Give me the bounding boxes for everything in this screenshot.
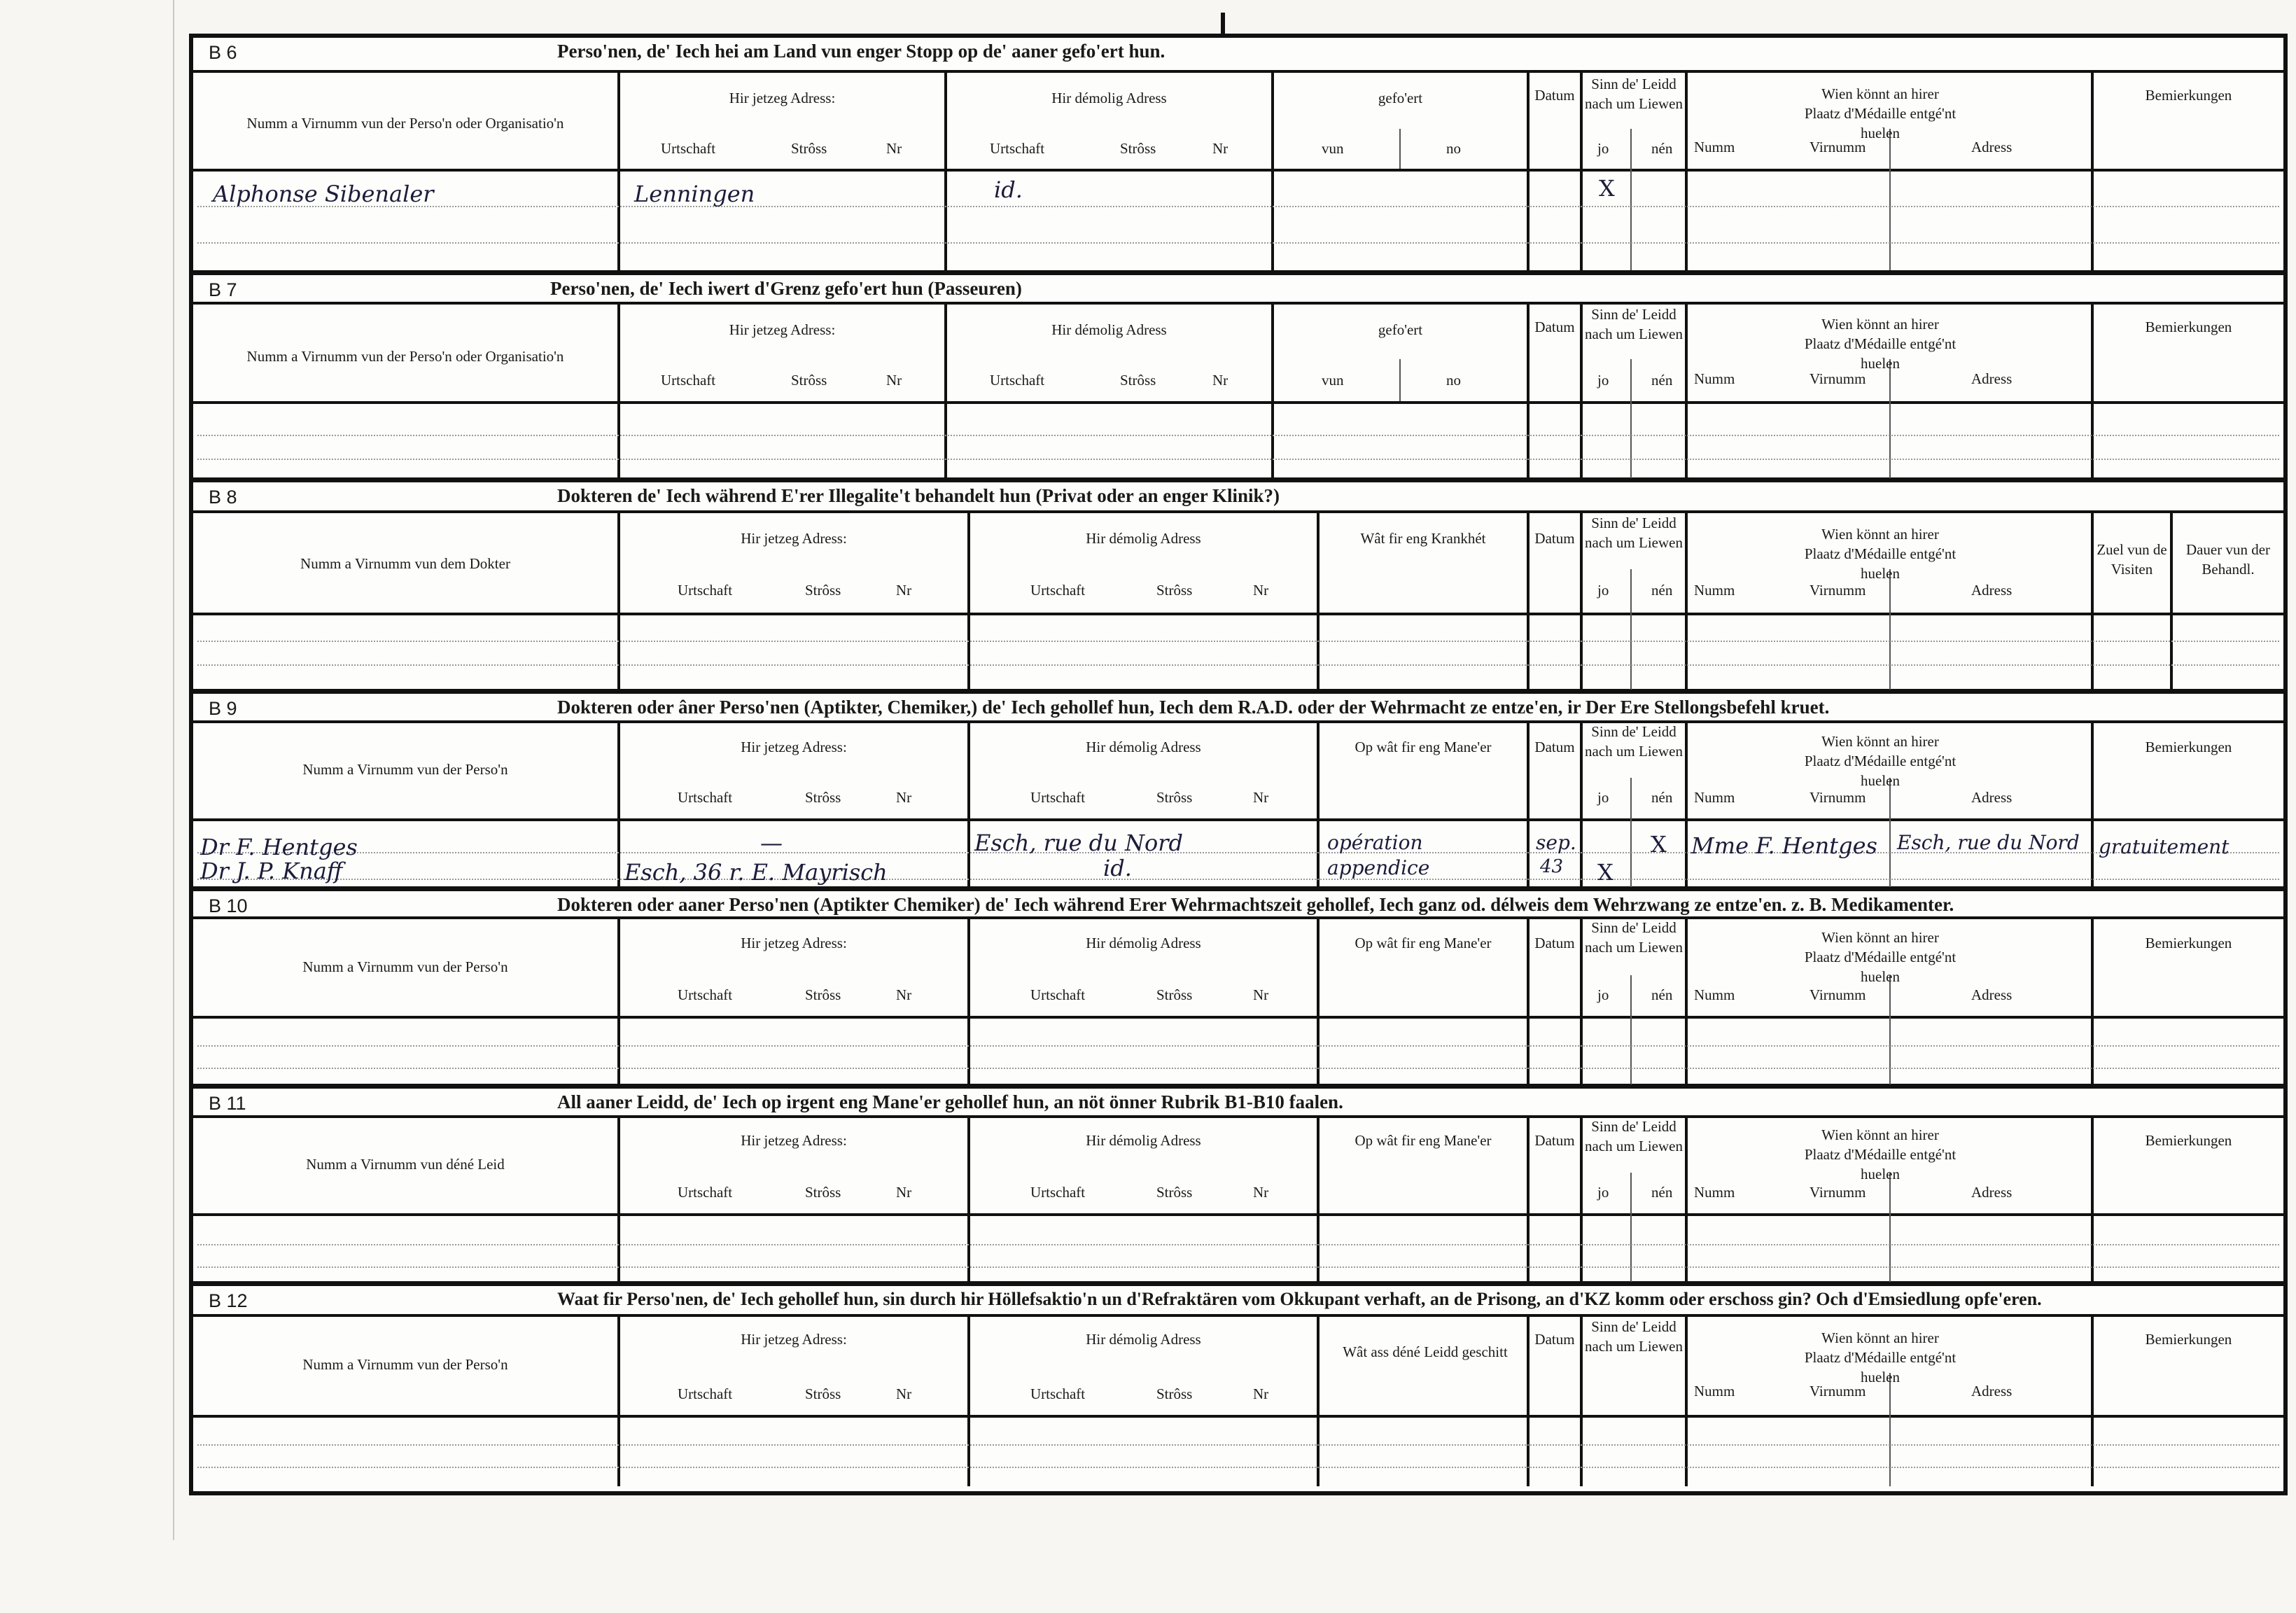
handwritten-manner-1: opération: [1327, 831, 1423, 854]
section-id: B 6: [209, 42, 237, 63]
fold-line: [173, 0, 174, 1540]
visits-header: Zuel vun de Visiten: [2096, 541, 2167, 578]
section-title: Waat fir Perso'nen, de' Iech gehollef hun, sin durch hir Höllefsaktio'n un d'Refraktären vom Okkupant verhaft, an de Prisong, an d'KZ komm oder erschoss gin? Och d'Emsiedlung opfe'eren.: [557, 1289, 2042, 1309]
col-name-header: Numm a Virnumm vun der Perso'n: [302, 958, 508, 975]
remarks-header: Bemierkungen: [2145, 87, 2232, 104]
medal-header: Wien könnt an hirer Plaatz d'Médaille entgé'nt huelen: [1804, 85, 1956, 141]
handwritten-alive-nen: X: [1651, 831, 1667, 858]
section-title: Dokteren de' Iech während E'rer Illegalite't behandelt hun (Privat oder an enger Klinik?): [557, 485, 1280, 506]
alive-header: Sinn de' Leidd nach um Liewen: [1585, 76, 1683, 112]
handwritten-former: id.: [994, 176, 1023, 203]
col-name-header: Numm a Virnumm vun der Perso'n oder Organisatio'n: [246, 348, 564, 365]
col-name-header: Numm a Virnumm vun der Perso'n: [302, 1356, 508, 1373]
handwritten-date-1: sep.: [1536, 831, 1576, 854]
section-b10: B 10 Dokteren oder aaner Perso'nen (Aptikter Chemiker) de' Iech während Erer Wehrmachtszeit gehollef, Iech ganz od. délweis dem Wehrzwang ze entze'en. z. B. Medikamenter. Numm a Virnumm vun der Perso'n Hir jetzeg Adress: Urtschaft Strôss Nr Hir démolig Adress Urtschaft Strôss Nr Op wât fir eng Mane'er Datum Sinn de' Leidd nach um Liewen jo nén Wien könnt an hirer Plaatz d'Médaille entgé'nt huelen Numm Virnumm Adress Bemierkungen: [193, 891, 2283, 1089]
section-title: Perso'nen, de' Iech iwert d'Grenz gefo'ert hun (Passeuren): [550, 278, 1022, 299]
section-b12: B 12 Waat fir Perso'nen, de' Iech gehollef hun, sin durch hir Höllefsaktio'n un d'Refraktären vom Okkupant verhaft, an de Prisong, an d'KZ komm oder erschoss gin? Och d'Emsiedlung opfe'eren. Numm a Virnumm vun der Perso'n Hir jetzeg Adress: Urtschaft Strôss Nr Hir démolig Adress Urtschaft Strôss Nr Wât ass déné Leidd geschitt Datum Sinn de' Leidd nach um Liewen Wien könnt an hirer Plaatz d'Médaille entgé'nt huelen Numm Virnumm Adress Bemierkungen: [193, 1286, 2283, 1491]
section-title: All aaner Leidd, de' Iech op irgent eng Mane'er gehollef hun, an nöt önner Rubrik B1-B10 faalen.: [557, 1091, 1343, 1112]
handwritten-medal-address: Esch, rue du Nord: [1897, 831, 2080, 854]
handwritten-manner-2: appendice: [1327, 856, 1430, 879]
handwritten-place: Lenningen: [634, 181, 755, 207]
col-name-header: Numm a Virnumm vun der Perso'n: [302, 761, 508, 778]
section-id: B 9: [209, 698, 237, 719]
illness-header: Wât fir eng Krankhét: [1360, 530, 1486, 547]
date-header: Datum: [1534, 87, 1575, 104]
section-b7: B 7 Perso'nen, de' Iech iwert d'Grenz gefo'ert hun (Passeuren) Numm a Virnumm vun der Perso'n oder Organisatio'n Hir jetzeg Adress: Urtschaft Strôss Nr Hir démolig Adress Urtschaft Strôss Nr gefo'ert vun no Datum Sinn de' Leidd nach um Liewen jo nén Wien könnt an hirer Plaatz d'Médaille entgé'nt huelen Numm Virnumm Adress Bemierkungen: [193, 275, 2283, 482]
section-b8: B 8 Dokteren de' Iech während E'rer Illegalite't behandelt hun (Privat oder an enger Klinik?) Numm a Virnumm vun dem Dokter Hir jetzeg Adress: Urtschaft Strôss Nr Hir démolig Adress Urtschaft Strôss Nr Wât fir eng Krankhét Datum Sinn de' Leidd nach um Liewen jo nén Wien könnt an hirer Plaatz d'Médaille entgé'nt huelen Numm Virnumm Adress Zuel vun de Visiten Dauer vun der Behandl.: [193, 482, 2283, 694]
section-title: Dokteren oder âner Perso'nen (Aptikter, Chemiker,) de' Iech gehollef hun, Iech dem R.A.D. oder der Wehrmacht ze entze'en, ir Der Ere Stellongsbefehl kruet.: [557, 697, 1830, 718]
section-b9: B 9 Dokteren oder âner Perso'nen (Aptikter, Chemiker,) de' Iech gehollef hun, Iech dem R.A.D. oder der Wehrmacht ze entze'en, ir Der Ere Stellongsbefehl kruet. Numm a Virnumm vun der Perso'n Hir jetzeg Adress: Urtschaft Strôss Nr Hir démolig Adress Urtschaft Strôss Nr Op wât fir eng Mane'er Datum Sinn de' Leidd nach um Liewen jo nén Wien könnt an hirer Plaatz d'Médaille entgé'nt huelen Numm Virnumm Adress Bemierkungen Dr F. Hentges Dr J. P. Knaff — Esch, 36 r. E. Mayrisch Esch, rue du Nord id. opération appendice sep. 43 X X Mme F. Hentges Esch, rue du Nord gratuitement: [193, 694, 2283, 891]
section-id: B 7: [209, 279, 237, 300]
section-id: B 11: [209, 1093, 246, 1114]
col-name-header: Numm a Virnumm vun der Perso'n oder Organisatio'n: [246, 115, 564, 132]
manner-header: Op wât fir eng Mane'er: [1354, 935, 1492, 951]
former-address-header: Hir démolig Adress: [1051, 90, 1167, 106]
manner-header: Op wât fir eng Mane'er: [1354, 1132, 1492, 1149]
handwritten-former-id: id.: [1103, 855, 1132, 881]
handwritten-name-2: Dr J. P. Knaff: [200, 858, 343, 884]
manner-header: Op wât fir eng Mane'er: [1354, 739, 1492, 755]
section-title: Perso'nen, de' Iech hei am Land vun enger Stopp op de' aaner gefo'ert hun.: [557, 41, 1166, 62]
section-id: B 10: [209, 895, 248, 916]
section-id: B 8: [209, 487, 237, 508]
section-b11: B 11 All aaner Leidd, de' Iech op irgent eng Mane'er gehollef hun, an nöt önner Rubrik B1-B10 faalen. Numm a Virnumm vun déné Leid Hir jetzeg Adress: Urtschaft Strôss Nr Hir démolig Adress Urtschaft Strôss Nr Op wât fir eng Mane'er Datum Sinn de' Leidd nach um Liewen jo nén Wien könnt an hirer Plaatz d'Médaille entgé'nt huelen Numm Virnumm Adress Bemierkungen: [193, 1089, 2283, 1286]
handwritten-former-address: Esch, rue du Nord: [974, 830, 1183, 856]
section-id: B 12: [209, 1290, 248, 1311]
handwritten-current-address: Esch, 36 r. E. Mayrisch: [624, 859, 888, 886]
duration-header: Dauer vun der Behandl.: [2185, 541, 2271, 578]
section-title: Dokteren oder aaner Perso'nen (Aptikter Chemiker) de' Iech während Erer Wehrmachtszeit gehollef, Iech ganz od. délweis dem Wehrzwang ze entze'en. z. B. Medikamenter.: [557, 894, 1954, 915]
center-mark: [1221, 13, 1225, 35]
handwritten-name-1: Dr F. Hentges: [200, 834, 358, 860]
handwritten-name: Alphonse Sibenaler: [213, 181, 434, 207]
transported-header: gefo'ert: [1378, 90, 1423, 106]
handwritten-alive-jo: X: [1597, 859, 1614, 886]
handwritten-current-dash: —: [760, 830, 783, 856]
handwritten-medal-name: Mme F. Hentges: [1691, 832, 1877, 859]
handwritten-alive-jo: X: [1599, 175, 1615, 202]
handwritten-remark: gratuitement: [2099, 835, 2230, 858]
handwritten-date-2: 43: [1540, 856, 1564, 877]
col-name-header: Numm a Virnumm vun déné Leid: [306, 1156, 505, 1173]
section-b6: B 6 Perso'nen, de' Iech hei am Land vun enger Stopp op de' aaner gefo'ert hun. Numm a Virnumm vun der Perso'n oder Organisatio'n Hir jetzeg Adress: Urtschaft Strôss Nr Hir démolig Adress Urtschaft Strôss Nr gefo'ert vun no Datum Sinn de' Leidd nach um Liewen jo nén Wien könnt an hirer Plaatz d'Médaille entgé'nt huelen Numm Virnumm Adress Bemierkungen Alphonse Sibenaler Lenningen id. X: [193, 38, 2283, 275]
what-happened-header: Wât ass déné Leidd geschitt: [1343, 1343, 1508, 1360]
current-address-header: Hir jetzeg Adress:: [729, 90, 836, 106]
form-frame: [189, 34, 2288, 1495]
col-name-header: Numm a Virnumm vun dem Dokter: [300, 555, 510, 572]
